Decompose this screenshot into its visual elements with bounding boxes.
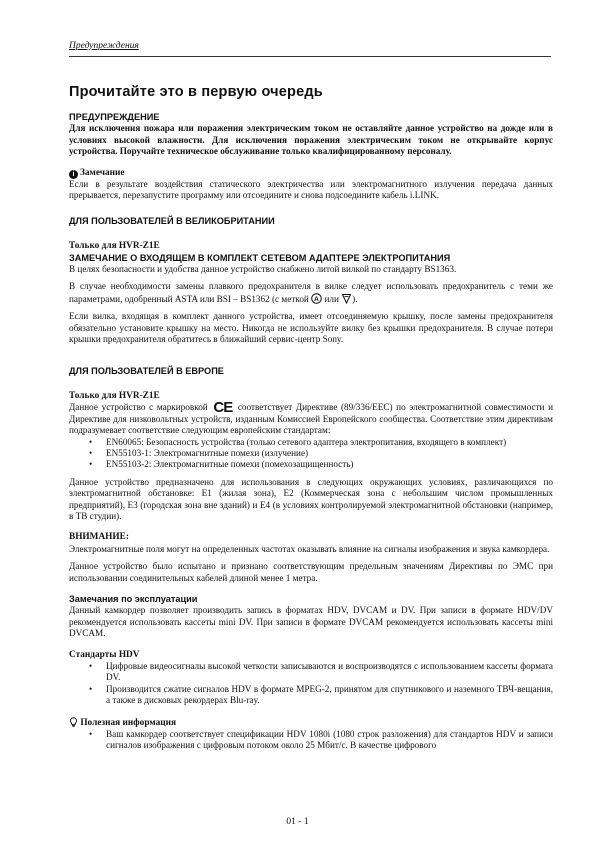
useful-heading: Полезная информация: [80, 717, 177, 728]
bsi-kitemark-icon: [341, 293, 352, 304]
eu-model: Только для HVR-Z1E: [69, 390, 160, 401]
hdv-section: [69, 650, 553, 707]
list-item: • EN60065: Безопасность устройства (только сетевого адаптера электропитания, входящего в комплект): [69, 437, 553, 448]
eu-heading: ДЛЯ ПОЛЬЗОВАТЕЛЕЙ В ЕВРОПЕ: [69, 365, 224, 376]
page-body: [69, 112, 553, 752]
uk-paragraph-3: Если вилка, входящая в комплект данного устройства, имеет отсоединяемую крышку, после замены предохранителя обязательно установите крышку на место. Никогда не используйте вилку без крышки предохранителя. В случае потери крышки предохранителя обратитесь в ближайший сервис-центр Sony.: [69, 311, 553, 345]
standards-list: [69, 437, 553, 471]
list-item: • Цифровые видеосигналы высокой четкости записываются и воспроизводятся с использованием кассеты формата DV.: [69, 661, 553, 684]
attention-section: [69, 532, 553, 584]
uk-section: [69, 216, 553, 346]
operation-text: Данный камкордер позволяет производить запись в форматах HDV, DVCAM и DV. При записи в формате HDV/DV рекомендуется использовать кассеты mini DV. При записи в формате DVCAM рекомендуется использовать кассеты mini DVCAM.: [69, 605, 553, 639]
header-rule: [69, 56, 551, 57]
page-title: Прочитайте это в первую очередь: [69, 84, 323, 100]
operation-heading: Замечания по эксплуатации: [69, 594, 198, 604]
running-header: Предупреждения: [69, 41, 139, 51]
eu-paragraph-1: Данное устройство с маркировкой CE соответствует Директиве (89/336/EEC) по электромагнитной совместимости и Директиве для низковольтных устройств, изданным Комиссией Европейского сообщества. Соответствие этим директивам подразумевает соответствие следующим европейским стандартам:: [69, 399, 553, 436]
attention-paragraph-2: Данное устройство было испытано и признано соответствующим предельным значениям Директивы по ЭМС при использовании соединительных кабелей длиной менее 1 метра.: [69, 561, 553, 583]
useful-list: [69, 729, 553, 752]
lightbulb-icon: [69, 717, 78, 727]
operation-section: [69, 594, 553, 640]
uk-heading: ДЛЯ ПОЛЬЗОВАТЕЛЕЙ В ВЕЛИКОБРИТАНИИ: [69, 215, 275, 226]
note-text: Если в результате воздействия статического электричества или электромагнитного излучения передача данных прерывается, перезапустите программу или отсоедините и снова подсоедините кабель i.LINK.: [69, 179, 553, 201]
note-section: [69, 168, 553, 202]
warning-heading: ПРЕДУПРЕЖДЕНИЕ: [69, 112, 160, 122]
uk-paragraph-2: В случае необходимости замены плавкого предохранителя в вилке следует использовать предохранитель с теми же параметрами, одобренный ASTA или BSI – BS1362 (с меткой A или ).: [69, 281, 553, 304]
list-item: • EN55103-1: Электромагнитные помехи (излучение): [69, 448, 553, 459]
uk-paragraph-1: В целях безопасности и удобства данное устройство снабжено литой вилкой по стандарту BS1363.: [69, 264, 457, 275]
uk-model: Только для HVR-Z1E: [69, 241, 160, 252]
page-number: 01 - 1: [286, 817, 309, 827]
attention-heading: ВНИМАНИЕ:: [69, 532, 129, 543]
useful-section: [69, 717, 553, 752]
hdv-heading: Стандарты HDV: [69, 649, 140, 660]
asta-mark-icon: [311, 293, 322, 304]
hdv-list: [69, 661, 553, 707]
eu-paragraph-2: Данное устройство предназначено для использования в следующих окружающих условиях, различающихся по электромагнитной обстановке: E1 (жилая зона), E2 (Коммерческая зона с небольшим числом промышленных предприятий), E3 (городская зона вне зданий) и E4 (в условиях контролируемой электромагнитной обстановки (например, в ТВ студии).: [69, 476, 553, 521]
info-icon: i: [69, 170, 78, 179]
list-item: • Производится сжатие сигналов HDV в формате MPEG-2, принятом для спутникового и наземного ТВЧ-вещания, а также в дисковых рекордерах Blu-ray.: [69, 684, 553, 707]
attention-paragraph-1: Электромагнитные поля могут на определенных частотах оказывать влияние на сигналы изображения и звука камкордера.: [69, 543, 550, 554]
warning-text: Для исключения пожара или поражения электрическим током не оставляйте данное устройство на дожде или в условиях высокой влажности. Для исключения поражения электрическим током не открывайте корпус устройства. Поручайте техническое обслуживание только квалифицированному персоналу.: [69, 123, 553, 157]
note-heading: Замечание: [80, 167, 125, 178]
uk-subheading: ЗАМЕЧАНИЕ О ВХОДЯЩЕМ В КОМПЛЕКТ СЕТЕВОМ АДАПТЕРЕ ЭЛЕКТРОПИТАНИЯ: [69, 252, 451, 263]
list-item: • EN55103-2: Электромагнитные помехи (помехозащищенность): [69, 459, 553, 470]
warning-section: [69, 112, 553, 158]
list-item: • Ваш камкордер соответствует спецификации HDV 1080i (1080 строк разложения) для стандартов HDV и записи сигналов изображения с цифровым потоком около 25 Мбит/с. В качестве цифрового: [69, 729, 553, 752]
eu-section: [69, 366, 553, 523]
svg-text:A: A: [314, 295, 320, 303]
ce-mark-icon: CE: [213, 399, 233, 417]
